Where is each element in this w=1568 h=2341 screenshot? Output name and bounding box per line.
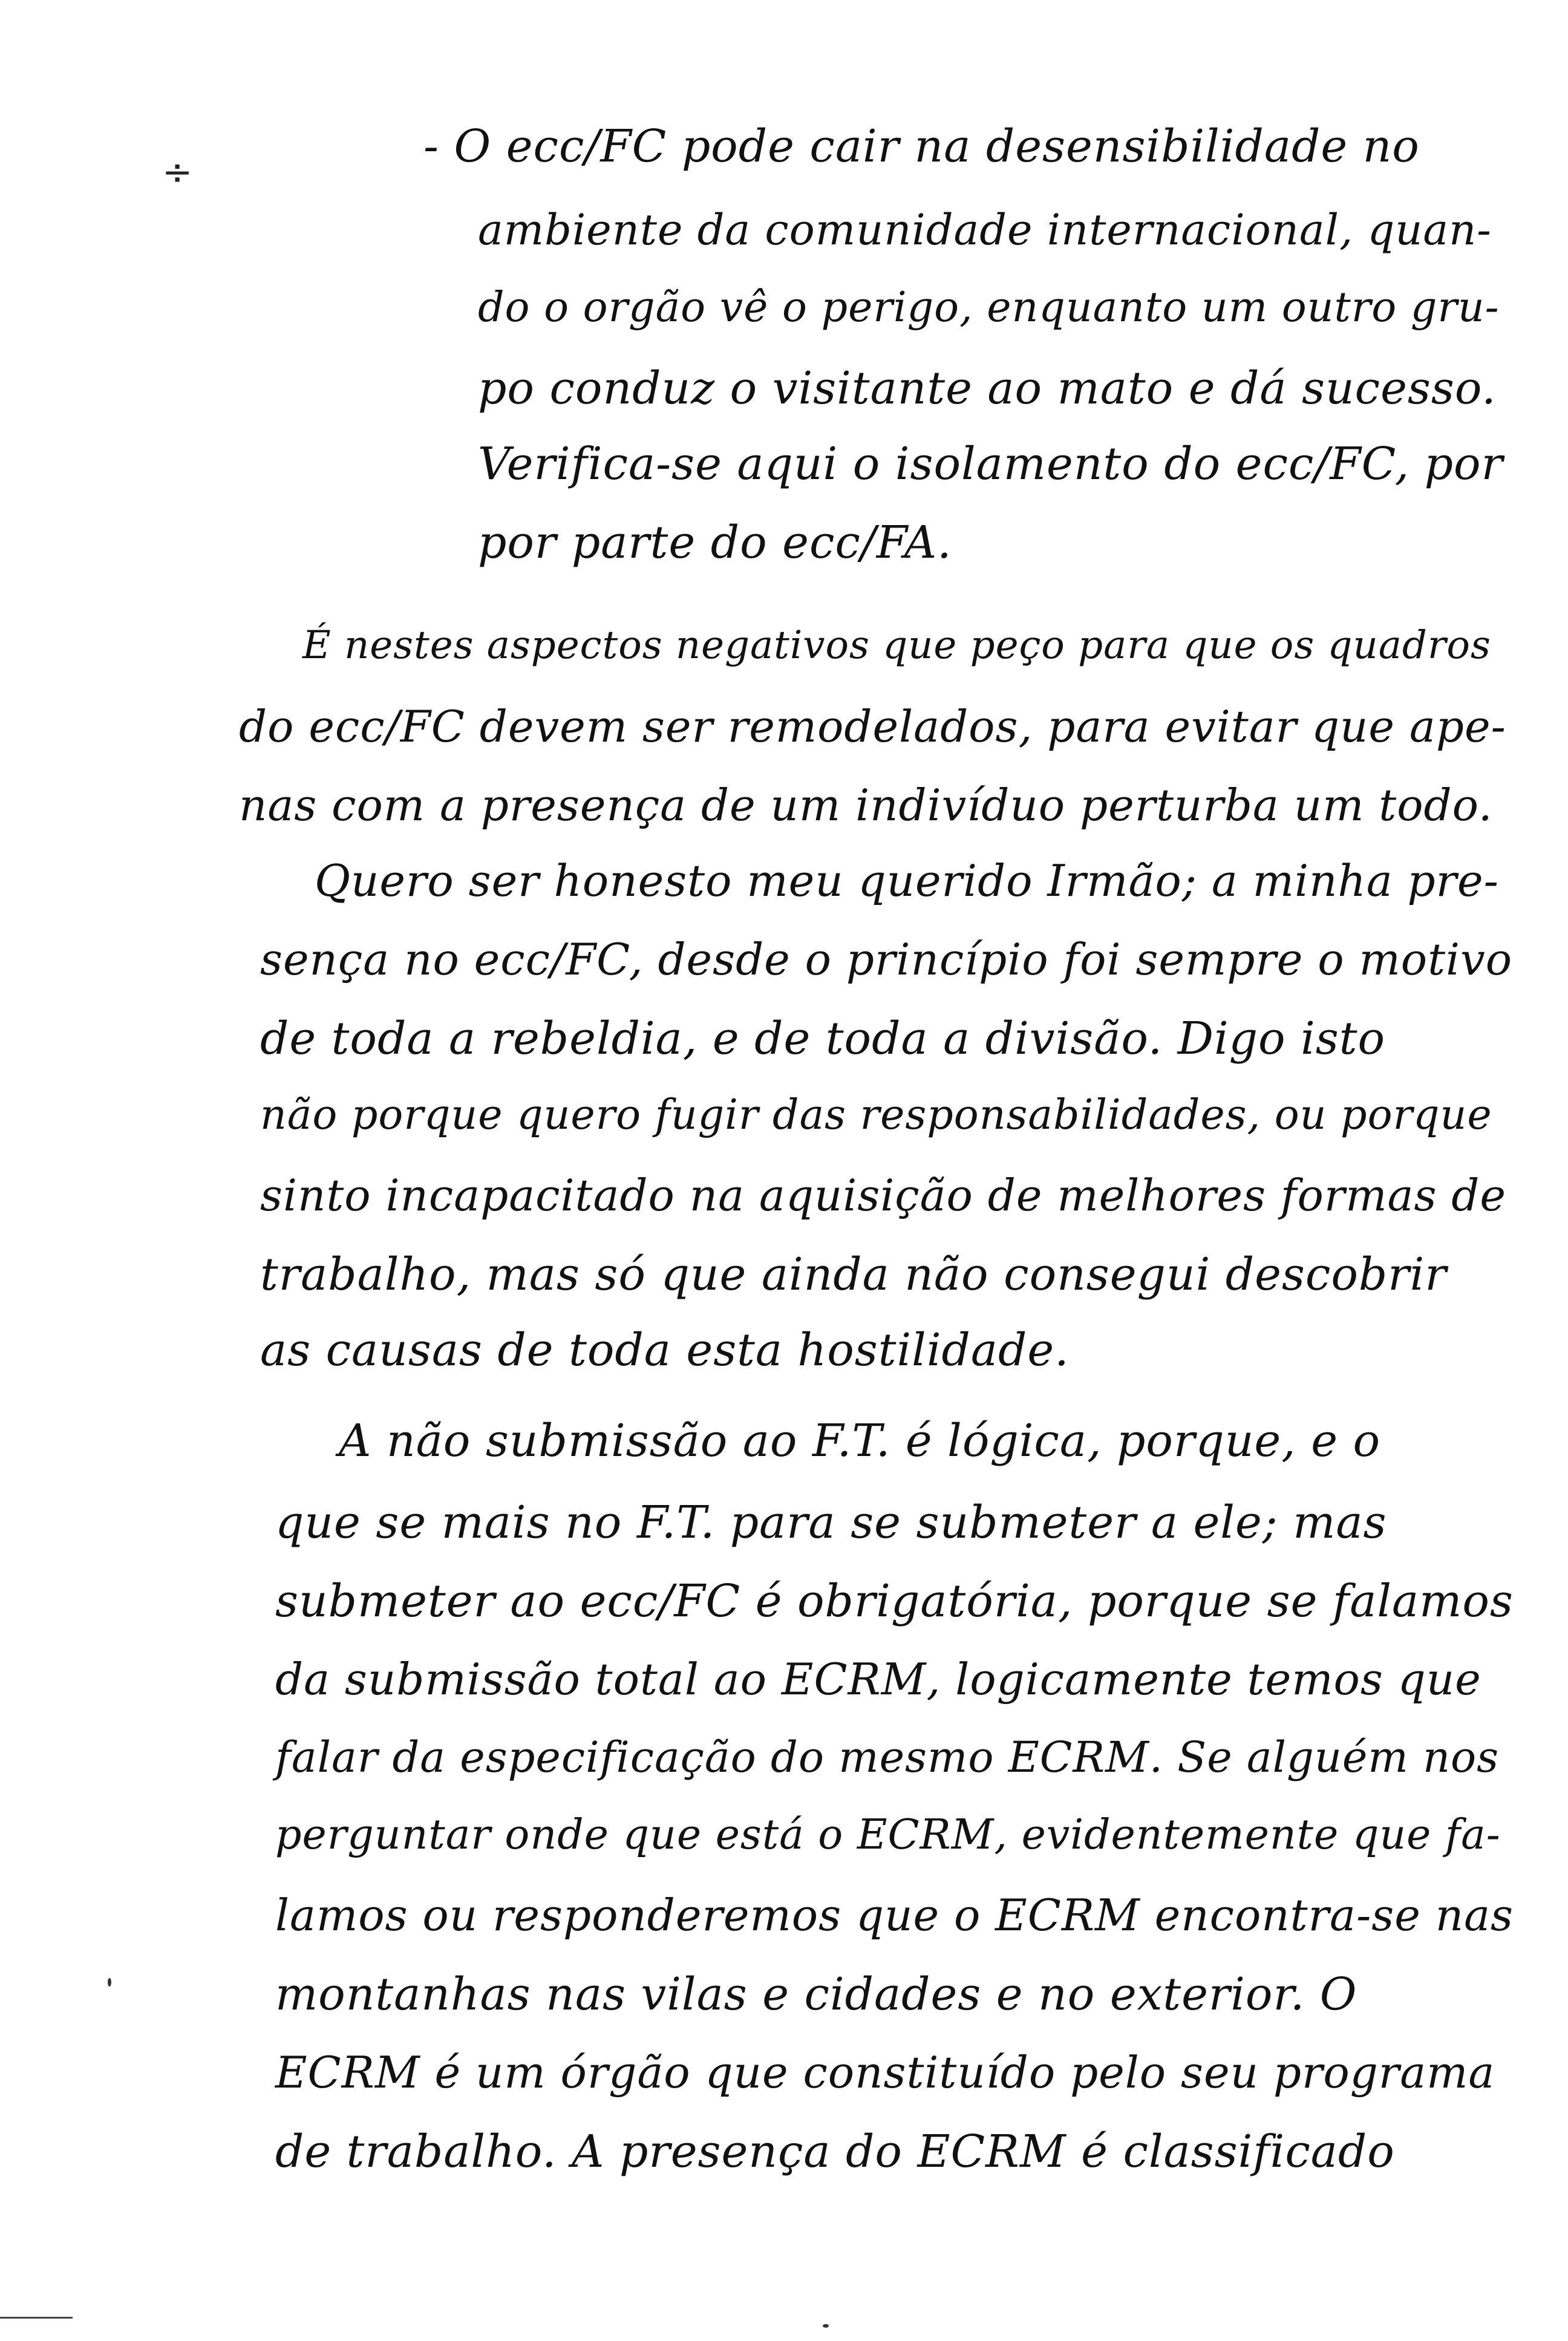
scan-edge-mark bbox=[0, 2317, 73, 2319]
text-line: que se mais no F.T. para se submeter a ele; mas bbox=[275, 1497, 1387, 1549]
ink-speck bbox=[823, 2324, 829, 2328]
text-line: as causas de toda esta hostilidade. bbox=[260, 1324, 1070, 1376]
text-line: falar da especificação do mesmo ECRM. Se alguém nos bbox=[275, 1732, 1500, 1782]
text-line: do ecc/FC devem ser remodelados, para evitar que ape- bbox=[239, 701, 1506, 752]
text-line: ambiente da comunidade internacional, quan- bbox=[478, 205, 1492, 255]
text-line: Verifica-se aqui o isolamento do ecc/FC, por bbox=[478, 438, 1503, 490]
text-line: montanhas nas vilas e cidades e no exterior. O bbox=[275, 1968, 1357, 2020]
text-line: não porque quero fugir das responsabilidades, ou porque bbox=[260, 1091, 1492, 1139]
margin-mark: ÷ bbox=[162, 151, 193, 194]
text-line: de trabalho. A presença do ECRM é classificado bbox=[275, 2126, 1395, 2178]
text-line: po conduz o visitante ao mato e dá sucesso. bbox=[478, 362, 1497, 414]
text-line: da submissão total ao ECRM, logicamente temos que bbox=[275, 1654, 1481, 1705]
ink-speck bbox=[108, 1978, 111, 1987]
text-line: nas com a presença de um indivíduo perturba um todo. bbox=[239, 780, 1493, 831]
text-line: sença no ecc/FC, desde o princípio foi sempre o motivo bbox=[260, 934, 1513, 985]
text-line: por parte do ecc/FA. bbox=[478, 517, 952, 569]
text-line: A não submissão ao F.T. é lógica, porque, e o bbox=[339, 1415, 1381, 1467]
text-line: Quero ser honesto meu querido Irmão; a minha pre- bbox=[315, 855, 1499, 906]
text-line: de toda a rebeldia, e de toda a divisão. Digo isto bbox=[260, 1013, 1386, 1065]
text-line: ECRM é um órgão que constituído pelo seu programa bbox=[275, 2047, 1495, 2098]
text-line: do o orgão vê o perigo, enquanto um outro gru- bbox=[478, 284, 1500, 331]
text-line: trabalho, mas só que ainda não consegui descobrir bbox=[260, 1249, 1447, 1301]
text-line: perguntar onde que está o ECRM, evidentemente que fa- bbox=[275, 1811, 1501, 1859]
text-line: sinto incapacitado na aquisição de melhores formas de bbox=[260, 1170, 1506, 1221]
text-line: lamos ou responderemos que o ECRM encontra-se nas bbox=[275, 1890, 1514, 1941]
text-line: - O ecc/FC pode cair na desensibilidade no bbox=[423, 120, 1420, 172]
text-line: É nestes aspectos negativos que peço para que os quadros bbox=[302, 623, 1491, 668]
text-line: submeter ao ecc/FC é obrigatória, porque se falamos bbox=[275, 1575, 1514, 1627]
